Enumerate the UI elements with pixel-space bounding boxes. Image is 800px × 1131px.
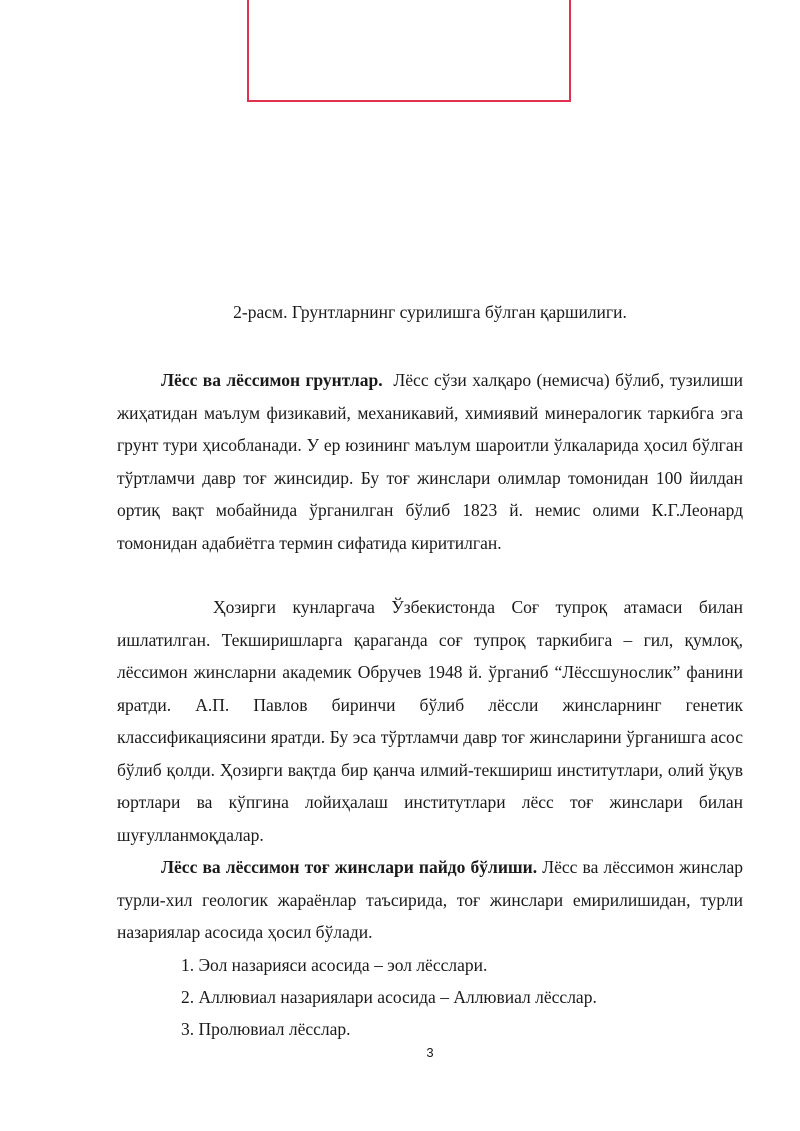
page-number: 3 — [426, 1045, 434, 1060]
paragraph-body: Ҳозирги кунларгача Ўзбекистонда Соғ тупроқ атамаси билан ишлатилган. Текширишларга қараганда соғ тупроқ таркибига – гил, қумлоқ, лёссимон жинсларни академик Обручев 1948 й. ўрганиб “Лёссшунослик” фанини яратди. А.П. Павлов биринчи бўлиб лёссли жинсларнинг генетик классификациясини яратди. Бу эса тўртламчи давр тоғ жинсларини ўрганишга асос бўлиб қолди. Ҳозирги вақтда бир қанча илмий-текшириш институтлари, олий ўқув юртлари ва кўпгина лойиҳалаш институтлари лёсс тоғ жинслари билан шуғулланмоқдалар. — [117, 597, 743, 845]
figure-frame — [247, 0, 571, 102]
list-item: 3. Пролювиал лёсслар. — [181, 1019, 351, 1039]
list-item: 2. Аллювиал назариялари асосида – Аллювиал лёсслар. — [181, 987, 597, 1007]
paragraph-heading: Лёсс ва лёссимон грунтлар. — [161, 370, 383, 390]
paragraph-loess-definition — [117, 364, 743, 559]
paragraph-body: Лёсс сўзи халқаро (немисча) бўлиб, тузилиши жиҳатидан маълум физикавий, механикавий, химиявий минералогик таркибга эга грунт тури ҳисобланади. У ер юзининг маълум шароитли ўлкаларида ҳосил бўлган тўртламчи давр тоғ жинсидир. Бу тоғ жинслари олимлар томонидан 100 йилдан ортиқ вақт мобайнида ўрганилган бўлиб 1823 й. немис олими К.Г.Леонард томонидан адабиётга термин сифатида киритилган. — [117, 370, 743, 553]
paragraph-body: Лёсс ва лёссимон жинслар турли-хил геологик жараёнлар таъсирида, тоғ жинслари емирилишидан, турли назариялар асосида ҳосил бўлади. — [117, 857, 743, 942]
figure-caption: 2-расм. Грунтларнинг сурилишга бўлган қаршилиги. — [233, 302, 627, 322]
paragraph-loess-history — [117, 591, 743, 851]
paragraph-loess-origin — [117, 851, 743, 949]
list-item: 1. Эол назарияси асосида – эол лёсслари. — [181, 955, 488, 975]
paragraph-heading: Лёсс ва лёссимон тоғ жинслари пайдо бўлиши. — [161, 857, 538, 877]
